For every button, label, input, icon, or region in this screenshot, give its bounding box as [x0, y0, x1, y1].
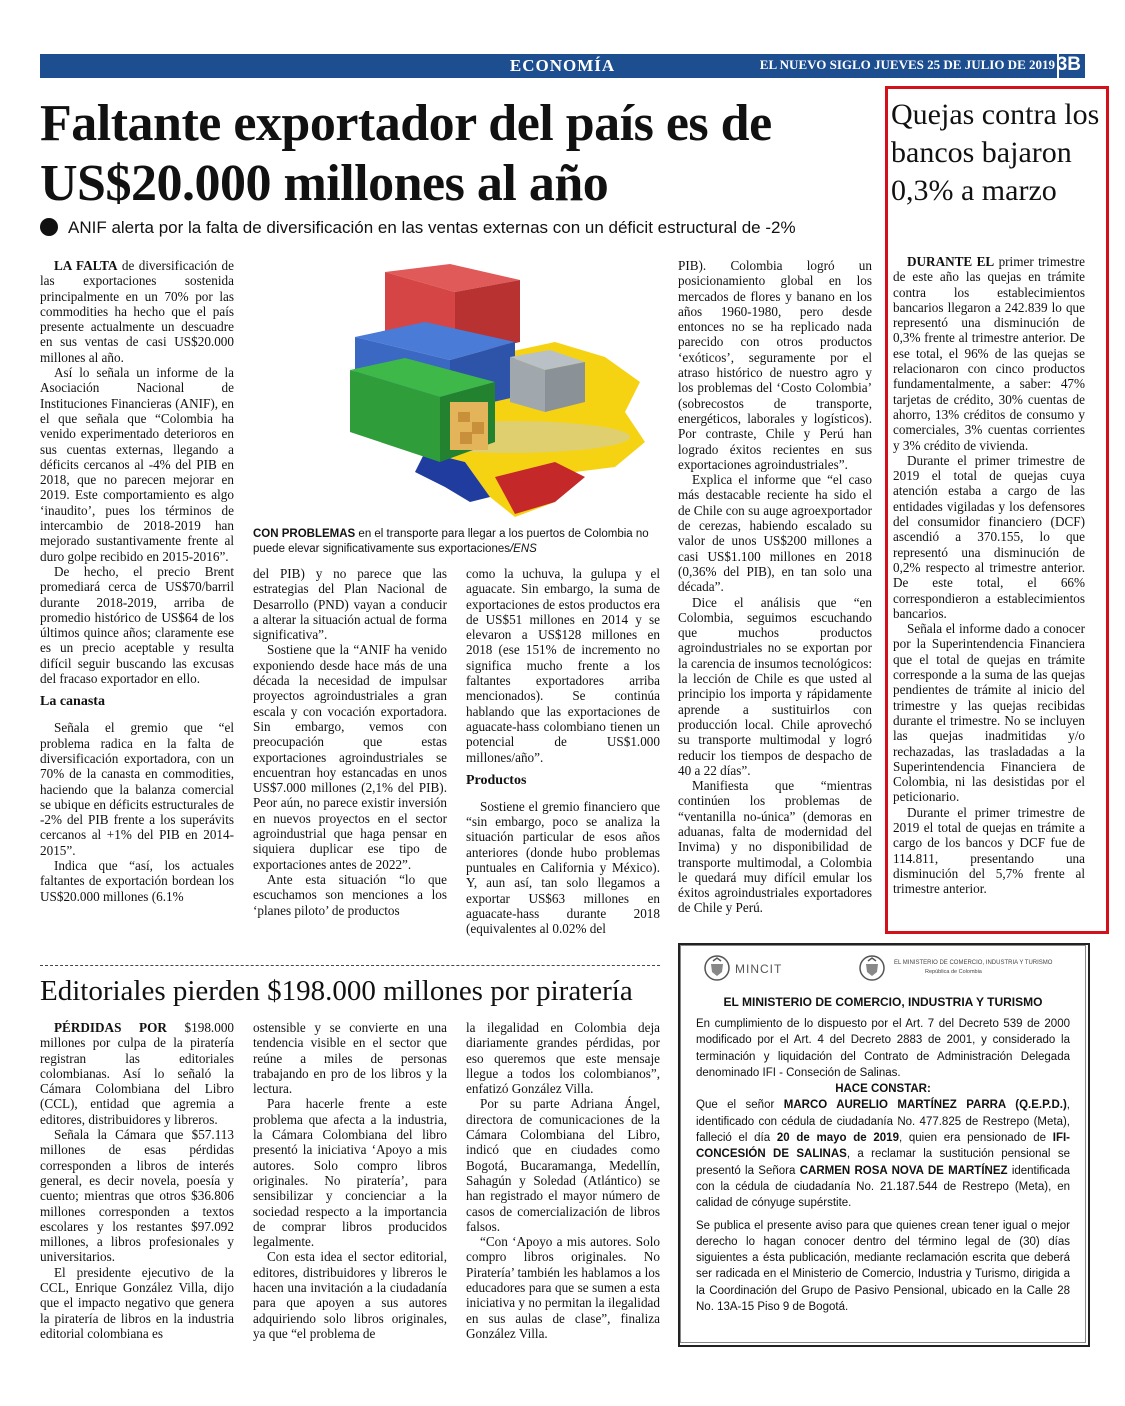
paragraph: Con esta idea el sector editorial, editores, distribuidores y libreros le hacen una invitación a la ciudadanía para que apoyen a sus autores adquiriendo solo libros originales, ya que “el problema de	[253, 1249, 447, 1341]
second-column-3	[466, 1020, 660, 1341]
main-subhead	[40, 218, 870, 238]
caption-lead: CON PROBLEMAS	[253, 528, 356, 540]
ministry-logo-line2: República de Colombia	[925, 969, 982, 975]
paragraph: De hecho, el precio Brent promediará cerca de US$70/barril durante 2018-2019, arriba de promedio histórico de US$64 de los últimos quince años; claramente ese es un precio aceptable y resulta difícil seguir buscando las excusas del fracaso exportador en ello.	[40, 563, 234, 687]
notice-paragraph: Se publica el presente aviso para que quienes crean tener igual o mejor derecho lo hagan conocer dentro del término legal de (30) días siguientes a ésta publicación, mediante reclamación escrita que deberá ser radicada en el Ministerio de Comercio, Industria y Turismo, dirigida a la Coordinación del Grupo de Pasivo Pensional, ubicado en la Calle 28 No. 13A-15 Piso 9 de Bogotá.	[696, 1219, 1070, 1314]
lead-in: PÉRDIDAS POR	[54, 1020, 167, 1035]
notice-paragraph: En cumplimiento de lo dispuesto por el Art. 7 del Decreto 539 de 2000 modificado por el Art. 4 del Decreto 2883 de 2001, y considerado la terminación y liquidación del Contrato de Administración Delegada denominado IFI - Conseción de Salinas.	[696, 1018, 1070, 1079]
claimant-name: CARMEN ROSA NOVA DE MARTÍNEZ	[799, 1164, 1008, 1177]
second-column-1	[40, 1020, 234, 1341]
paragraph: Para hacerle frente a este problema que afecta a la industria, la Cámara Colombiana del libro presentó la iniciativa ‘Apoyo a mis autores. Solo compro libros originales. No piratería’, para sensibilizar y concienciar a la sociedad respecto a la importancia de comprar libros producidos legalmente.	[253, 1096, 447, 1250]
photo-caption	[253, 527, 663, 557]
deceased-name: MARCO AURELIO MARTÍNEZ PARRA (Q.E.P.D.)	[783, 1099, 1067, 1112]
paragraph: Sostiene que la “ANIF ha venido exponiendo desde hace más de una década la necesidad de impulsar proyectos agroindustriales a gran escala y con vocación exportadora. Sin embargo, vemos con preocupación que estas exportaciones agroindustriales se encuentran hoy estancadas en unos US$7.000 millones (2,1% del PIB). Peor aún, no parece existir inversión en nuevos proyectos en el sector agroindustrial que haga pensar en siquiera duplicar ese tipo de exportaciones antes de 2022”.	[253, 642, 447, 872]
main-column-2	[253, 566, 447, 918]
lead-in: LA FALTA	[54, 258, 118, 273]
colombia-coat-of-arms-icon	[703, 954, 731, 982]
main-headline: Faltante exportador del país es de US$20.000 millones al año	[40, 95, 772, 212]
entity-name: IFI-CONCESIÓN DE SALINAS	[696, 1132, 1070, 1161]
paragraph: primer trimestre de este año las quejas en trámite contra los establecimientos bancarios llegaron a 242.839 lo que representó una disminución de 0,3% frente al trimestre anterior. De ese total, el 96% de las quejas se relacionaron con cinco productos fundamentalmente, a saber: 47% tarjetas de crédito, 30% cuentas de ahorro, 13% créditos de consumo y comerciales, 3% cuentas corrientes y 3% crédito de vivienda.	[893, 254, 1085, 453]
second-column-2	[253, 1020, 447, 1341]
text: , identificado con cédula de ciudadanía No. 477.825 de Restrepo (Meta), falleció el día	[696, 1099, 1070, 1145]
paragraph: Sostiene el gremio financiero que “sin embargo, poco se analiza la situación particular de esos años anteriores (donde hubo problemas puntuales en California y México). Y, aun así, tan solo llegamos a exportar US$63 millones en aguacate-hass durante 2018 (equivalentes al 0.02% del	[466, 798, 660, 937]
subheading: La canasta	[40, 694, 105, 710]
paragraph: Ante esta situación “lo que escuchamos son menciones a los ‘planes piloto’ de productos	[253, 871, 447, 918]
sidebar-headline: Quejas contra los bancos bajaron 0,3% a marzo	[891, 98, 1100, 207]
paragraph: Durante el primer trimestre de 2019 el total de quejas en trámite a cargo de los bancos y DCF fue de 114.811, presentando una disminución del 5,7% frente al trimestre anterior.	[893, 804, 1085, 897]
paragraph: Indica que “así, los actuales faltantes de exportación bordean los US$20.000 millones (6.1%	[40, 857, 234, 904]
masthead-date: EL NUEVO SIGLO JUEVES 25 DE JULIO DE 2019	[759, 57, 1055, 72]
paragraph: “Con ‘Apoyo a mis autores. Solo compro libros originales. No Piratería’ también les hablamos a los educadores para que se sumen a esta iniciativa y no permitan la ilegalidad en sus aulas de clase”, finaliza González Villa.	[466, 1234, 660, 1341]
caption-text: en el transporte para llegar a los puertos de Colombia no puede elevar significativamente sus exportaciones	[253, 528, 649, 555]
hace-constar: HACE CONSTAR:	[835, 1083, 931, 1096]
notice-title: EL MINISTERIO DE COMERCIO, INDUSTRIA Y TURISMO	[723, 995, 1043, 1009]
shipping-containers-map-illustration	[255, 262, 655, 524]
paragraph: Explica el informe que “el caso más destacable reciente ha sido el de Chile con su auge agroexportador de cerezas, habiendo escalado su valor de unos US$200 millones a casi US$1.100 millones en 2018 (0,36% del PIB), en tan solo una década”.	[678, 472, 872, 595]
paragraph: Manifiesta que “mientras continúen los problemas de “ventanilla no-única” (demoras en aduanas, falta de modernidad del Invima) y no disponibilidad de transporte multimodal, a Colombia le quedará muy difícil emular los éxitos agroindustriales exportadores de Chile y Perú.	[678, 778, 872, 916]
notice-body	[696, 1016, 1070, 1315]
main-column-1	[40, 258, 234, 904]
paragraph: ostensible y se convierte en una tendencia visible en el sector que reúne a miles de personas trabajando en pro de los libros y la lectura.	[253, 1020, 447, 1097]
paragraph: del PIB) y no parece que las estrategias del Plan Nacional de Desarrollo (PND) vayan a conducir a alterar la situación actual de forma significativa”.	[253, 566, 447, 643]
paragraph: $198.000 millones por culpa de la piratería registran las editoriales colombianas. Así lo señaló la Cámara Colombiana del Libro (CCL), entidad que agremia a editores, distribuidores y libreros.	[40, 1020, 235, 1127]
section-header-bar	[40, 54, 1085, 78]
bullet-icon	[40, 218, 58, 236]
text: Que el señor	[696, 1099, 784, 1112]
paragraph: Por su parte Adriana Ángel, directora de comunicaciones de la Cámara Colombiana del Libro, indicó que en ciudades como Bogotá, Bucaramanga, Medellín, Sahagún y Soledad (Atlántico) se han registrado el mayor número de casos de comercialización de libros falsos.	[466, 1096, 660, 1234]
text: identificada con la cédula de ciudadanía No. 21.187.544 de Restrepo (Meta), en calidad de cónyuge supérstite.	[696, 1164, 1070, 1210]
mincit-logo-text: MINCIT	[735, 962, 783, 976]
second-headline: Editoriales pierden $198.000 millones por piratería	[40, 975, 633, 1007]
text: , quien era pensionado de	[898, 1132, 1053, 1145]
main-column-4	[678, 258, 872, 916]
paragraph: Dice el análisis que “en Colombia, seguimos escuchando que muchos productos agroindustriales no se exportan por la carencia de insumos tecnológicos: la lección de Chile es que usted al principio los importa y rápidamente aprende a sustituirlos con producción local. Chile aprovechó su transporte multimodal y logró reducir los tiempos de despacho de 40 a 22 días”.	[678, 594, 872, 778]
ministry-logo-line1: EL MINISTERIO DE COMERCIO, INDUSTRIA Y TURISMO	[894, 960, 1053, 966]
paragraph: Señala la Cámara que $57.113 millones de esas pérdidas corresponden a libros de interés general, es decir novela, poesía y cuento; mientras que otros $36.806 millones corresponden a textos escolares y los restantes $97.092 millones, a libros profesionales y universitarios.	[40, 1127, 234, 1265]
main-column-3	[466, 566, 660, 937]
sidebar-body	[893, 254, 1085, 896]
subheading: Productos	[466, 772, 527, 788]
paragraph: como la uchuva, la gulupa y el aguacate. Sin embargo, la suma de exportaciones de estos productos era de US$51 millones en 2014 y se elevaron a US$128 millones en 2018 (ese 151% de incremento no significa mucho frente a los faltantes exportadores arriba mencionados). Se continúa hablando que las exportaciones de aguacate-hass colombiano tienen un potencial de US$1.000 millones/año”.	[466, 566, 660, 765]
paragraph: El presidente ejecutivo de la CCL, Enrique González Villa, dijo que el impacto negativo que genera la piratería de libros en la industria editorial colombiana es	[40, 1264, 234, 1341]
section-divider	[40, 965, 660, 966]
paragraph: Señala el informe dado a conocer por la Superintendencia Financiera que el total de quejas en trámite corresponde a la suma de las quejas pendientes de trámite al inicio del trimestre y las quejas recibidas durante el trimestre. No se incluyen las quejas inadmitidas y/o rechazadas, las trasladadas a la Superintendencia Financiera de Colombia, ni las desistidas por el peticionario.	[893, 621, 1085, 805]
paragraph: de diversificación de las exportaciones sostenida principalmente en un 70% por las commodities ha hecho que el país presente actualmente un descuadre en sus ventas de casi US$20.000 millones al año.	[40, 258, 234, 365]
paragraph: Señala el gremio que “el problema radica en la falta de diversificación exportadora, con un 70% de la canasta en commodities, haciendo que la balanza comercial se ubique en déficits estructurales de -2% del PIB frente a los superávits cercanos al +1% del PIB en 2014-2015”.	[40, 720, 234, 858]
death-date: 20 de mayo de 2019	[776, 1132, 899, 1145]
paragraph: Así lo señala un informe de la Asociación Nacional de Instituciones Financieras (ANIF), en el que señala que “Colombia ha venido experimentado deterioros en sus cuentas externas, llegando a déficits cercanos al -4% del PIB en 2018, que no parecen mejorar en 2019. Este comportamiento es algo ‘inaudito’, pues los términos de intercambio de 2018-2019 han mejorado sustantivamente frente al duro golpe recibido en 2015-2016”.	[40, 365, 234, 564]
notice-paragraph	[696, 1097, 1070, 1211]
page-number: 3B	[1056, 54, 1081, 75]
caption-credit: /ENS	[509, 543, 537, 555]
colombia-coat-of-arms-icon	[858, 954, 886, 982]
lead-in: DURANTE EL	[907, 254, 995, 269]
section-label: ECONOMÍA	[509, 56, 616, 75]
main-subhead-text: ANIF alerta por la falta de diversificación en las ventas externas con un déficit estructural de -2%	[68, 218, 796, 237]
paragraph: la ilegalidad en Colombia deja diariamente grandes pérdidas, por eso queremos que este mensaje llegue a todos los colombianos”, enfatizó González Villa.	[466, 1020, 660, 1097]
paragraph: Durante el primer trimestre de 2019 el total de quejas cuya atención estaba a cargo de las entidades vigiladas y los defensores del consumidor financiero (DCF) ascendió a 370.155, lo que representó una disminución de 0,2% respecto al trimestre anterior. De este total, el 66% correspondieron a establecimientos bancarios.	[893, 452, 1085, 621]
text: , a reclamar la sustitución pensional se presentó la Señora	[696, 1148, 1070, 1177]
paragraph: PIB). Colombia logró un posicionamiento global en los mercados de flores y banano en los años 1960-1980, pero desde entonces no se ha replicado nada parecido con otros productos ‘exóticos’, seguramente por el atraso histórico de nuestro agro y los problemas del ‘Costo Colombia’ (sobrecostos de transporte, energéticos, laborales y logísticos). Por contraste, Chile y Perú han logrado éxitos recientes en sus exportaciones agroindustriales”.	[678, 258, 872, 472]
